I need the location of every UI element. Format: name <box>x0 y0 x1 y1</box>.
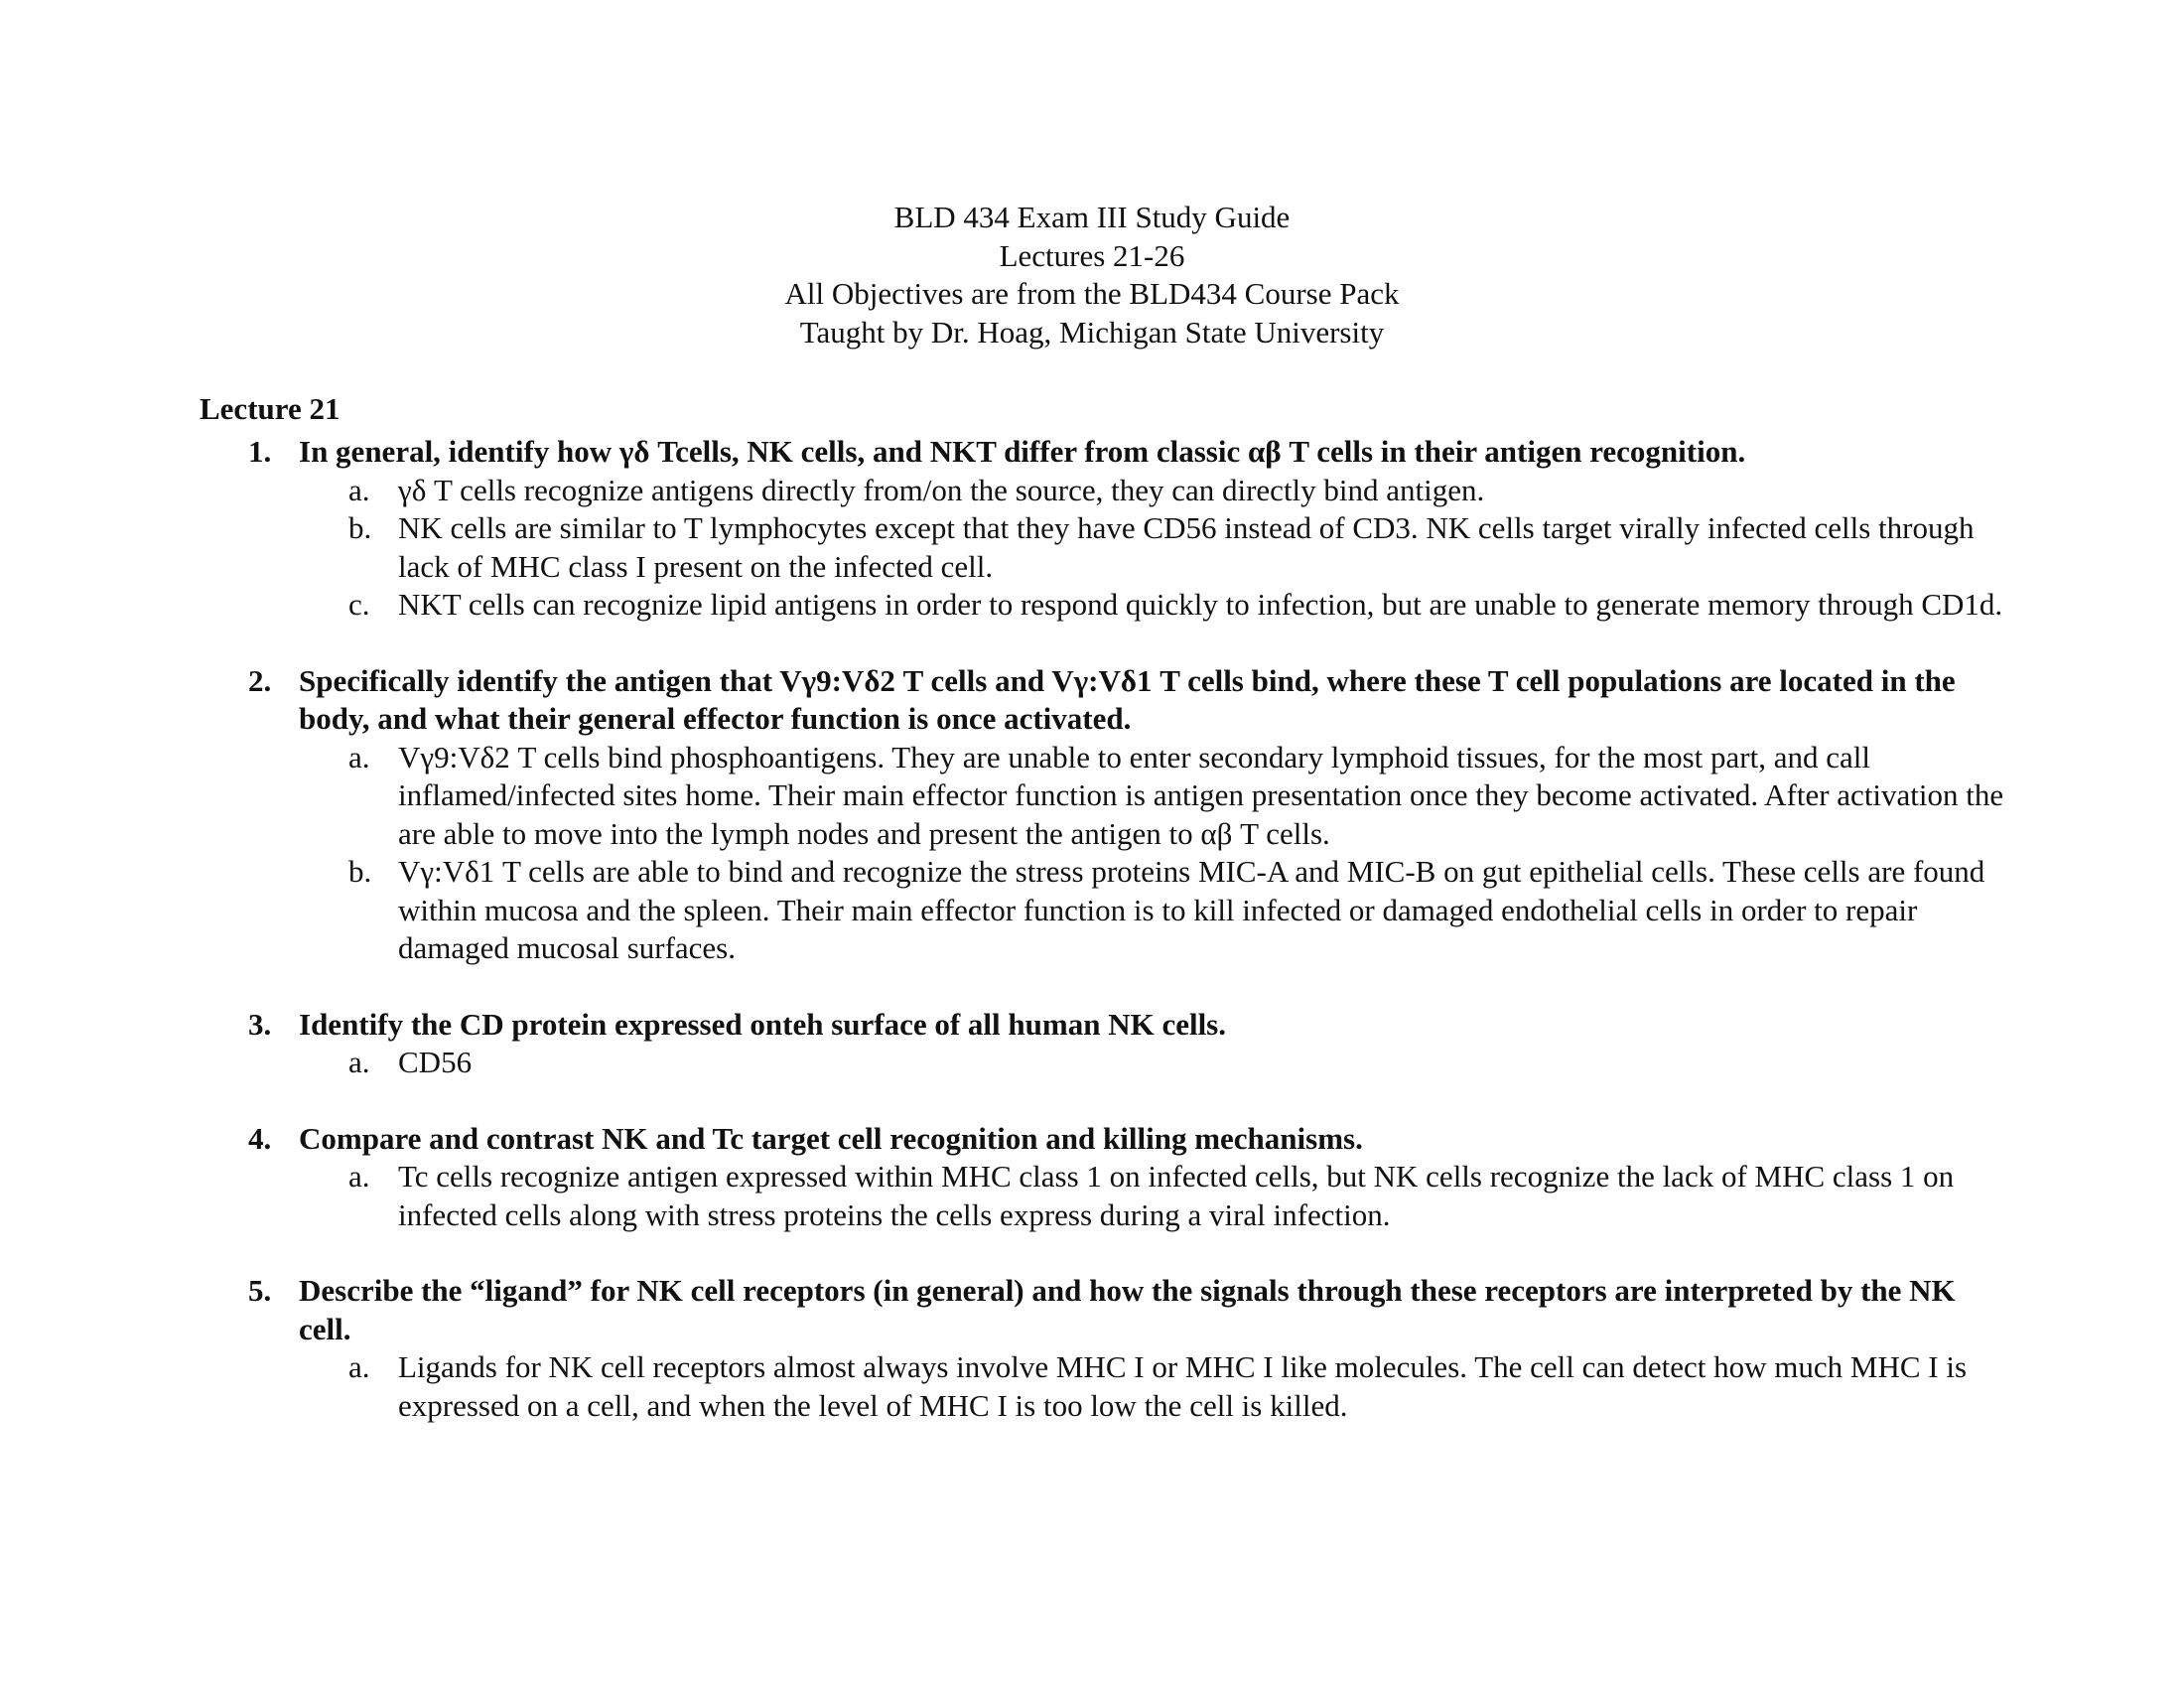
answer-item <box>0 472 2006 510</box>
objectives-list <box>0 433 2184 1463</box>
lecture-heading: Lecture 21 <box>200 391 341 426</box>
answer-letter: c. <box>348 587 370 622</box>
objective-1 <box>0 433 2184 625</box>
question-text: Specifically identify the antigen that Vγ9:Vδ2 T cells and Vγ:Vδ1 T cells bind, where these T cell populations are located in the body, and what their general effector function is once activated. <box>299 662 1956 736</box>
answer-item <box>0 739 2006 854</box>
objective-question <box>0 1006 2006 1045</box>
objective-number: 4. <box>248 1120 272 1156</box>
answer-text: Tc cells recognize antigen expressed within MHC class 1 on infected cells, but NK cells recognize the lack of MHC class 1 on infected cells along with stress proteins the cells express during a viral infection. <box>398 1159 1955 1232</box>
objective-number: 1. <box>248 434 272 469</box>
answer-letter: a. <box>348 1045 370 1079</box>
answer-letter: a. <box>348 472 370 507</box>
answer-item <box>0 586 2006 625</box>
answer-item <box>0 853 2006 968</box>
answer-letter: a. <box>348 1349 370 1384</box>
question-text: Compare and contrast NK and Tc target cell recognition and killing mechanisms. <box>299 1120 1363 1156</box>
answer-text: NK cells are similar to T lymphocytes except that they have CD56 instead of CD3. NK cells target virally infected cells through lack of MHC class I present on the infected cell. <box>398 510 1975 584</box>
objective-question <box>0 433 2006 472</box>
objective-number: 3. <box>248 1006 272 1042</box>
document-header <box>0 199 2184 352</box>
objective-2 <box>0 662 2184 968</box>
document-title: BLD 434 Exam III Study Guide <box>893 200 1291 234</box>
answer-letter: b. <box>348 854 372 889</box>
answer-text: NKT cells can recognize lipid antigens in order to respond quickly to infection, but are unable to generate memory through CD1d. <box>398 587 2003 622</box>
answer-text: CD56 <box>398 1045 473 1079</box>
question-text: In general, identify how γδ Tcells, NK cells, and NKT differ from classic αβ T cells in their antigen recognition. <box>299 434 1746 469</box>
objective-5 <box>0 1272 2184 1425</box>
answer-text: Ligands for NK cell receptors almost always involve MHC I or MHC I like molecules. The cell can detect how much MHC I is expressed on a cell, and when the level of MHC I is too low the cell is killed. <box>398 1349 1968 1423</box>
objective-number: 5. <box>248 1273 272 1308</box>
answer-item <box>0 509 2006 586</box>
lecture-range: Lectures 21-26 <box>999 237 1185 273</box>
objective-question <box>0 1120 2006 1159</box>
answer-item <box>0 1348 2006 1425</box>
answer-text: γδ T cells recognize antigens directly from/on the source, they can directly bind antigen. <box>398 472 1485 507</box>
objective-question <box>0 1272 2006 1348</box>
answer-item <box>0 1158 2006 1234</box>
answer-letter: a. <box>348 739 370 774</box>
objective-4 <box>0 1120 2184 1235</box>
instructor-line: Taught by Dr. Hoag, Michigan State University <box>799 314 1385 350</box>
answer-text: Vγ:Vδ1 T cells are able to bind and recognize the stress proteins MIC-A and MIC-B on gut epithelial cells. These cells are found within mucosa and the spleen. Their main effector function is to kill infected or damaged endothelial cells in order to repair damaged mucosal surfaces. <box>398 854 1985 965</box>
answer-item <box>0 1044 2006 1082</box>
question-text: Identify the CD protein expressed onteh surface of all human NK cells. <box>299 1006 1226 1042</box>
objective-3 <box>0 1006 2184 1082</box>
question-text: Describe the “ligand” for NK cell receptors (in general) and how the signals through these receptors are interpreted by the NK cell. <box>299 1273 1956 1346</box>
objective-question <box>0 662 2006 739</box>
answer-letter: b. <box>348 510 372 545</box>
answer-text: Vγ9:Vδ2 T cells bind phosphoantigens. They are unable to enter secondary lymphoid tissues, for the most part, and call inflamed/infected sites home. Their main effector function is antigen presentation once they become activated. After activation the are able to move into the lymph nodes and present the antigen to αβ T cells. <box>398 739 2004 851</box>
answer-letter: a. <box>348 1159 370 1194</box>
objectives-source: All Objectives are from the BLD434 Course Pack <box>784 276 1400 311</box>
objective-number: 2. <box>248 662 272 698</box>
